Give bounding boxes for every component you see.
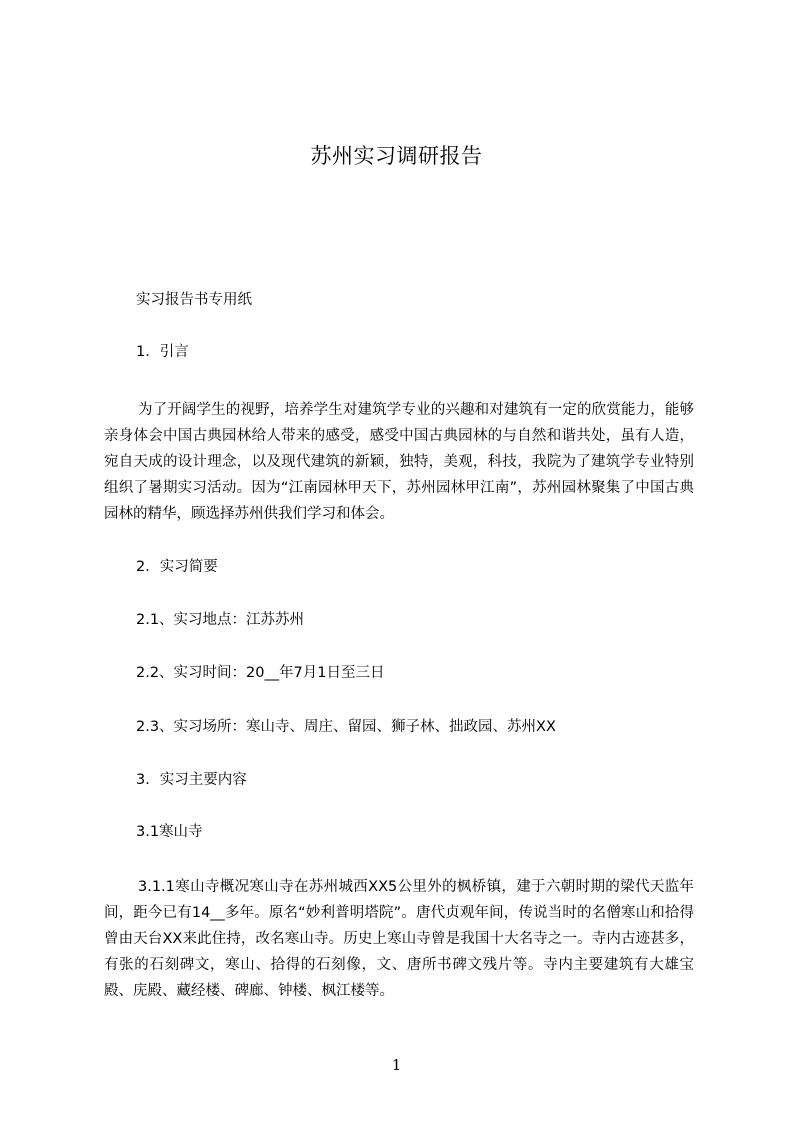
page-number: 1	[391, 1056, 402, 1074]
hanshan-heading: 3.1寒山寺	[136, 824, 203, 840]
intro-paragraph: 为了开阔学生的视野，培养学生对建筑学专业的兴趣和对建筑有一定的欣赏能力，能够亲身体会中国古典园林给人带来的感受，感受中国古典园林的与自然和谐共处，虽有人造，宛自天成的设计理念，以及现代建筑的新颖，独特，美观，科技，我院为了建筑学专业特别组织了暑期实习活动。因为“江南园林甲天下，苏州园林甲江南”，苏州园林聚集了中国古典园林的精华，顾选择苏州供我们学习和体会。	[104, 402, 694, 522]
places-line: 2.3、实习场所：寒山寺、周庄、留园、狮子林、拙政园、苏州XX	[136, 719, 556, 735]
hanshan-paragraph: 3.1.1寒山寺概况寒山寺在苏州城西XX5公里外的枫桥镇，建于六朝时期的梁代天监年间，距今已有14__多年。原名“妙利普明塔院”。唐代贞观年间，传说当时的名僧寒山和拾得曾由天台XX来此住持，改名寒山寺。历史上寒山寺曾是我国十大名寺之一。寺内古迹甚多，有张的石刻碑文，寒山、拾得的石刻像，文、唐所书碑文残片等。寺内主要建筑有大雄宝殿、庑殿、藏经楼、碑廊、钟楼、枫江楼等。	[104, 879, 694, 999]
time-line: 2.2、实习时间：20__年7月1日至三日	[136, 665, 385, 681]
content-heading: 3．实习主要内容	[136, 772, 247, 788]
summary-heading: 2．实习简要	[136, 559, 218, 575]
document-title: 苏州实习调研报告	[310, 144, 483, 168]
location-line: 2.1、实习地点：江苏苏州	[136, 612, 305, 628]
subtitle: 实习报告书专用纸	[136, 292, 252, 308]
intro-heading: 1．引言	[136, 344, 189, 360]
